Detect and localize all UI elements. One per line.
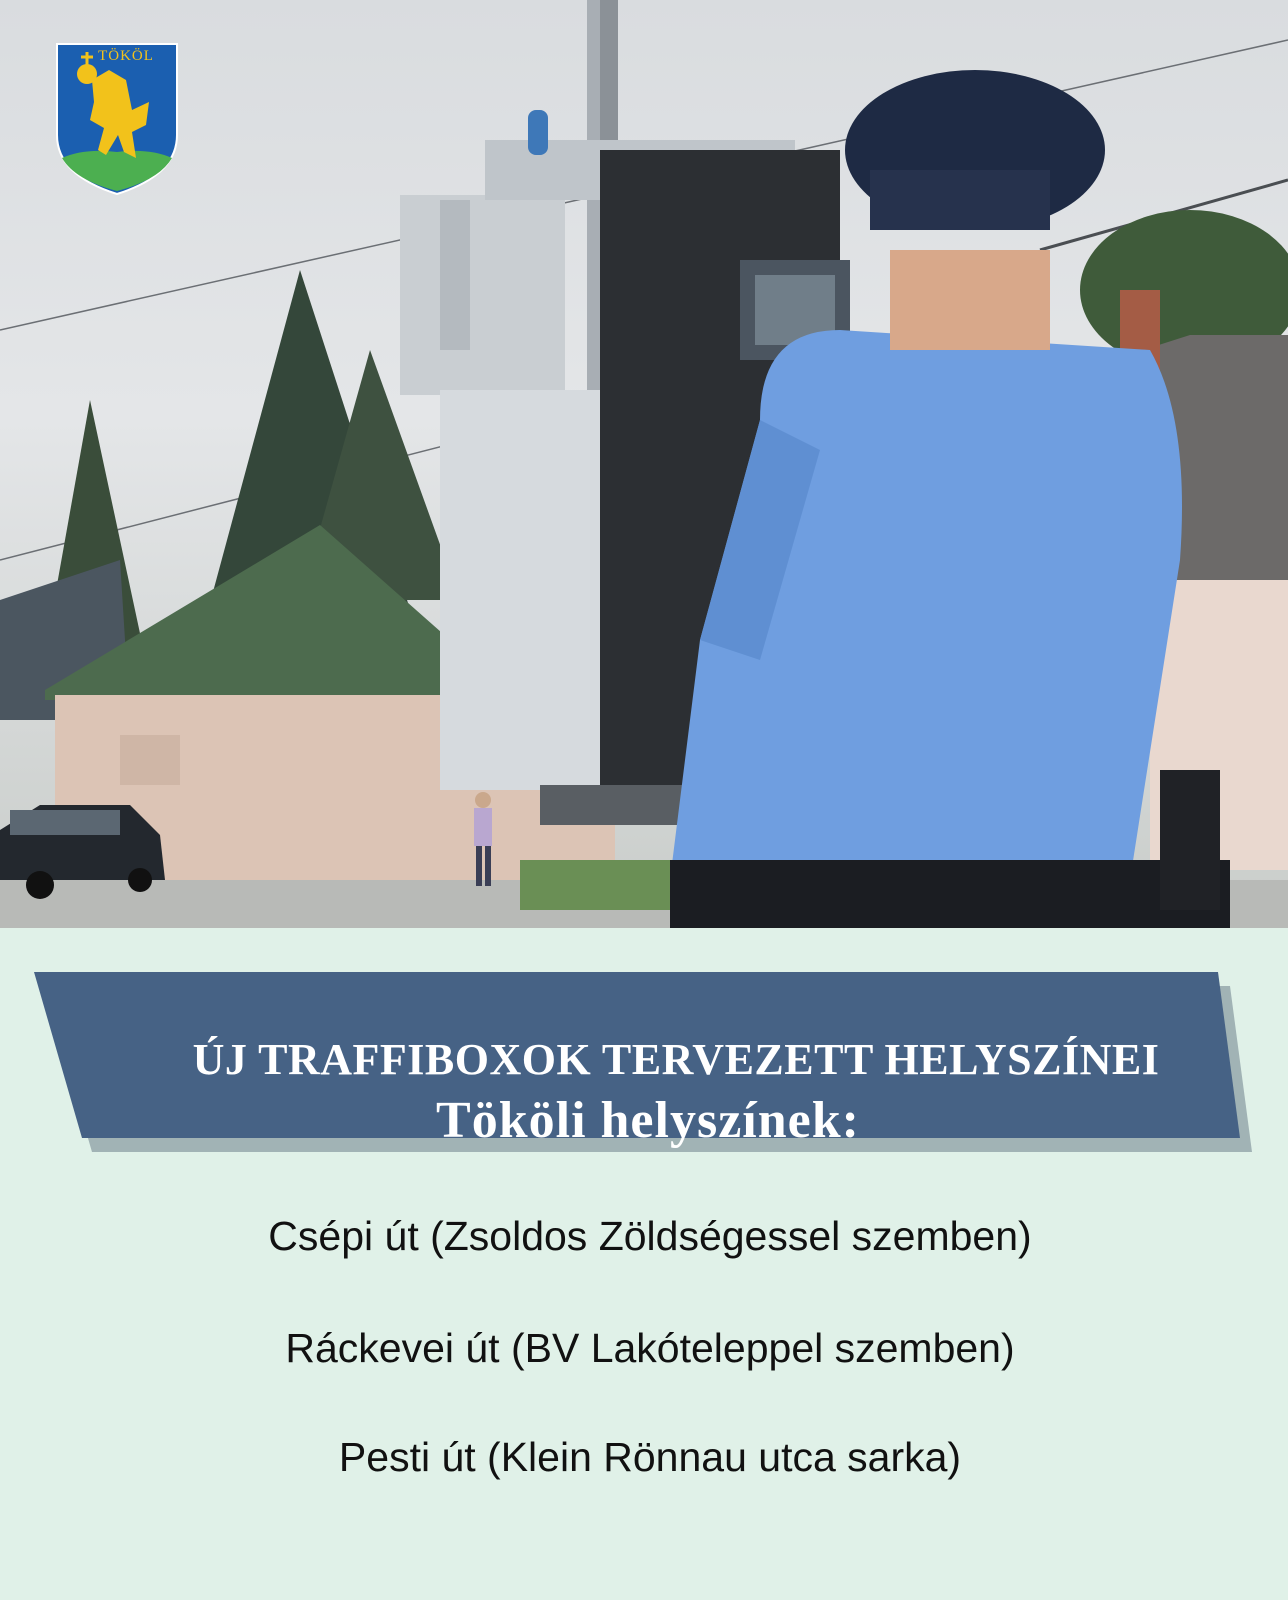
crest-label: TÖKÖL <box>98 48 154 64</box>
location-item: Pesti út (Klein Rönnau utca sarka) <box>338 1434 962 1480</box>
location-item: Ráckevei út (BV Lakóteleppel szemben) <box>285 1325 1015 1371</box>
town-crest-icon <box>54 40 180 195</box>
banner-subtitle: Tököli helyszínek: <box>436 1092 860 1149</box>
location-item: Csépi út (Zsoldos Zöldségessel szemben) <box>268 1213 1032 1259</box>
banner-title: ÚJ TRAFFIBOXOK TERVEZETT HELYSZÍNEI <box>192 1035 1160 1084</box>
